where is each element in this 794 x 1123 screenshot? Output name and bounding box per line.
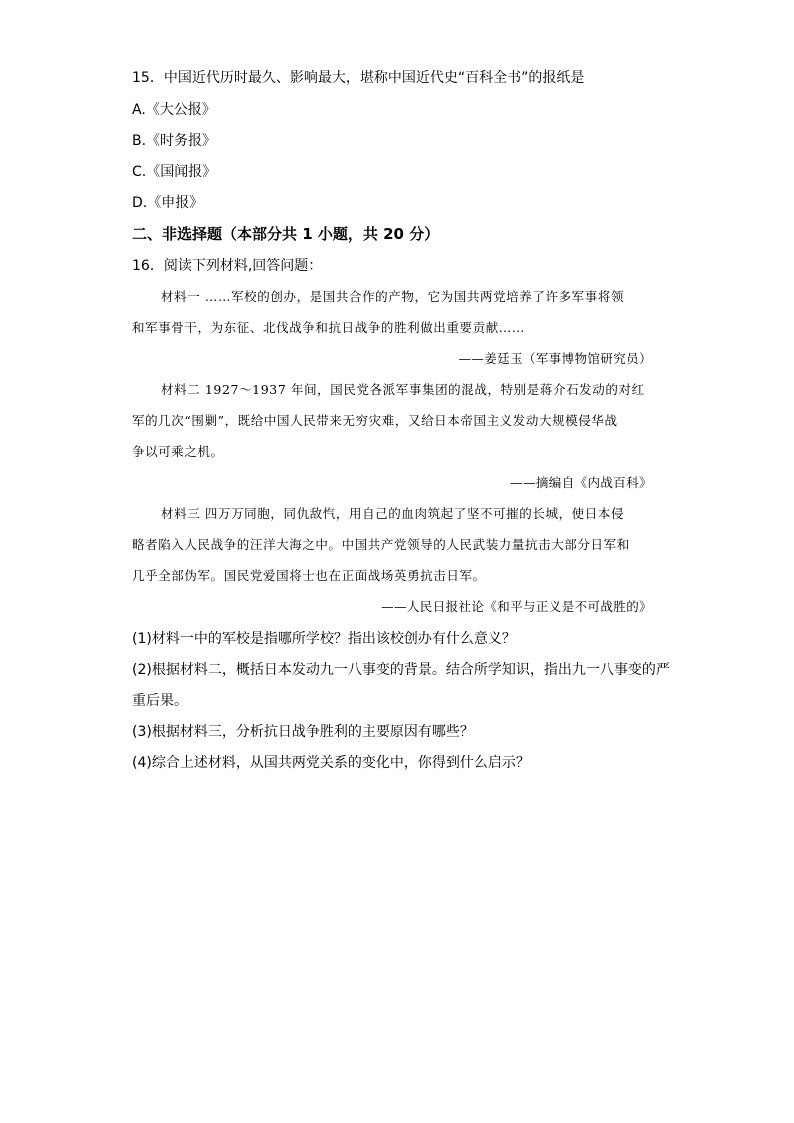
material-3-source: ——人民日报社论《和平与正义是不可战胜的》	[381, 599, 652, 614]
material-1-line-2: 和军事骨干，为东征、北伐战争和抗日战争的胜利做出重要贡献……	[132, 320, 526, 335]
material-3-line-1: 材料三 四万万同胞，同仇敌忾，用自己的血肉筑起了坚不可摧的长城，使日本侵	[161, 506, 625, 521]
material-2-source: ——摘编自《内战百科》	[510, 475, 652, 490]
material-1-line-1: 材料一 ……军校的创办，是国共合作的产物，它为国共两党培养了许多军事将领	[161, 289, 625, 304]
question-15-option-a: A.《大公报》	[132, 102, 216, 118]
material-2-line-2: 军的几次“围剿”，既给中国人民带来无穷灾难，又给日本帝国主义发动大规模侵华战	[132, 413, 618, 428]
question-15-option-b: B.《时务报》	[132, 133, 217, 149]
question-15-option-d: D.《申报》	[132, 195, 204, 211]
sub-question-2-line-2: 重后果。	[132, 693, 188, 709]
sub-question-4: (4)综合上述材料，从国共两党关系的变化中，你得到什么启示？	[132, 755, 530, 771]
material-2-line-3: 争以可乘之机。	[132, 444, 224, 459]
material-1-source: ——姜廷玉（军事博物馆研究员）	[458, 351, 652, 366]
material-3-line-2: 略者陷入人民战争的汪洋大海之中。中国共产党领导的人民武装力量抗击大部分日军和	[132, 537, 630, 552]
sub-question-2-line-1: (2)根据材料二，概括日本发动九一八事变的背景。结合所学知识，指出九一八事变的严	[132, 662, 670, 678]
material-2-line-1: 材料二 1927～1937 年间，国民党各派军事集团的混战，特别是蒋介石发动的对红	[161, 382, 645, 397]
material-3-line-3: 几乎全部伪军。国民党爱国将士也在正面战场英勇抗击日军。	[132, 568, 486, 583]
sub-question-3: (3)根据材料三，分析抗日战争胜利的主要原因有哪些？	[132, 724, 474, 740]
section-heading-non-choice: 二、非选择题（本部分共 1 小题，共 20 分）	[132, 225, 440, 243]
question-15-option-c: C.《国闻报》	[132, 164, 217, 180]
sub-question-1: (1)材料一中的军校是指哪所学校？指出该校创办有什么意义？	[132, 631, 516, 647]
question-16-stem: 16．阅读下列材料,回答问题：	[132, 258, 323, 274]
question-15-stem: 15．中国近代历时最久、影响最大，堪称中国近代史“百科全书”的报纸是	[132, 70, 585, 86]
